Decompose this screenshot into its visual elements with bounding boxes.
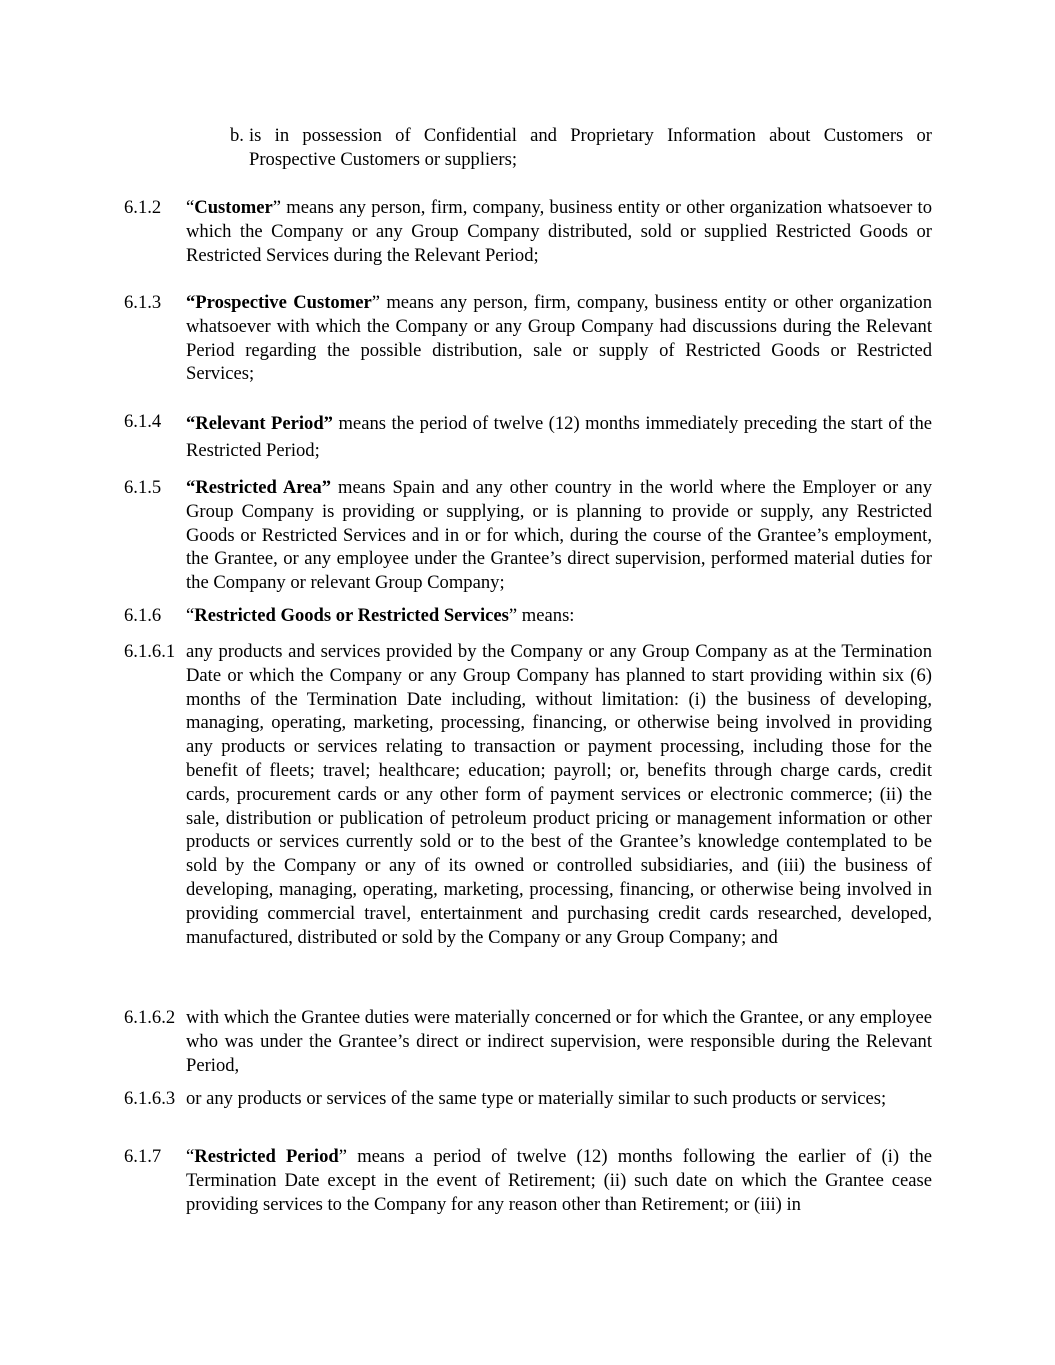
definition-body: means the period of twelve (12) months immediately preceding the start of the Restricted Period; bbox=[186, 413, 933, 461]
defined-term-restricted-period: Restricted Period bbox=[194, 1146, 339, 1167]
clause-text: or any products or services of the same type or materially similar to such products or services; bbox=[186, 1088, 887, 1109]
clause-text bbox=[186, 476, 932, 595]
definition-6-1-5 bbox=[124, 476, 932, 596]
definition-6-1-7 bbox=[124, 1145, 932, 1217]
definition-6-1-2 bbox=[124, 196, 932, 268]
open-quote: “ bbox=[186, 605, 195, 626]
definition-6-1-3 bbox=[124, 291, 932, 387]
close-quote: ” bbox=[338, 1146, 347, 1167]
definition-body: means a period of twelve (12) months following the earlier of (i) the Termination Date except in the event of Retirement; (ii) such date on which the Grantee cease providing services to the Company for any reason other than Retirement; or (iii) in bbox=[186, 1146, 932, 1215]
clause-number: 6.1.7 bbox=[124, 1146, 162, 1167]
clause-text bbox=[186, 196, 932, 267]
definition-body: means any person, firm, company, business entity or other organization whatsoever to which the Company or any Group Company distributed, sold or supplied Restricted Goods or Restricted Services during the Relevant Period; bbox=[186, 197, 932, 266]
defined-term-prospective-customer: “Prospective Customer bbox=[186, 292, 372, 313]
definition-body: means: bbox=[517, 605, 575, 626]
clause-text bbox=[186, 604, 932, 628]
clause-text bbox=[186, 291, 932, 386]
clause-number: 6.1.5 bbox=[124, 477, 162, 498]
subclause-6-1-6-2 bbox=[124, 1006, 932, 1078]
clause-number: 6.1.6.3 bbox=[124, 1088, 176, 1109]
clause-text: any products and services provided by the Company or any Group Company as at the Termination Date or which the Company or any Group Company has planned to start providing within six (6) months of the Termination Date including, without limitation: (i) the business of developing, managing, operating, marketing, processing, financing, or otherwise being involved in providing any products or services relating to transaction or payment processing, including those for the benefit of fleets; travel; healthcare; education; payroll; or, benefits through charge cards, credit cards, procurement cards or any other form of payment services or electronic commerce; (ii) the sale, distribution or publication of petroleum product pricing or management information or other products or services currently sold or to the best of the Grantee’s knowledge contemplated to be sold by the Company or any of its owned or controlled subsidiaries, and (iii) the business of developing, managing, operating, marketing, processing, financing, or otherwise being involved in providing commercial travel, entertainment and purchasing credit cards researched, developed, manufactured, distributed or sold by the Company or any Group Company; and bbox=[186, 641, 932, 948]
clause-number: 6.1.4 bbox=[124, 411, 162, 432]
item-number: b. bbox=[230, 125, 244, 146]
definition-6-1-6 bbox=[124, 604, 932, 628]
item-b-text: is in possession of Confidential and Proprietary Information about Customers or Prospective Customers or suppliers; bbox=[249, 125, 932, 170]
clause-number: 6.1.6 bbox=[124, 605, 162, 626]
definition-body: means Spain and any other country in the world where the Employer or any Group Company is providing or supplying, or is planning to provide or supply, any Restricted Goods or Restricted Services and in or for which, during the course of the Grantee’s employment, the Grantee, or any employee under the Grantee’s direct supervision, performed material duties for the Company or relevant Group Company; bbox=[186, 477, 932, 594]
clause-number: 6.1.2 bbox=[124, 197, 162, 218]
close-quote: ” bbox=[272, 197, 282, 218]
close-quote: ” bbox=[371, 292, 380, 313]
clause-text: with which the Grantee duties were materially concerned or for which the Grantee, or any employee who was under the Grantee’s direct or indirect supervision, were responsible during the Relevant Period, bbox=[186, 1007, 932, 1076]
clause-number: 6.1.6.2 bbox=[124, 1007, 176, 1028]
definition-6-1-4 bbox=[124, 410, 932, 466]
open-quote: “ bbox=[186, 1146, 195, 1167]
defined-term-restricted-goods: Restricted Goods or Restricted Services bbox=[194, 605, 509, 626]
definition-body: means any person, firm, company, business entity or other organization whatsoever with which the Company or any Group Company had discussions during the Relevant Period regarding the possible distribution, sale or supply of Restricted Goods or Restricted Services; bbox=[186, 292, 932, 385]
clause-text bbox=[186, 1145, 932, 1216]
item-text bbox=[199, 124, 932, 172]
clause-number: 6.1.6.1 bbox=[124, 641, 176, 662]
list-item-b bbox=[230, 124, 932, 172]
subclause-6-1-6-3 bbox=[124, 1087, 932, 1135]
defined-term-relevant-period: “Relevant Period” bbox=[186, 413, 333, 434]
clause-text bbox=[186, 410, 932, 464]
clause-number: 6.1.3 bbox=[124, 292, 162, 313]
open-quote: “ bbox=[186, 197, 195, 218]
subclause-6-1-6-1 bbox=[124, 640, 932, 1000]
defined-term-restricted-area: “Restricted Area” bbox=[186, 477, 332, 498]
defined-term-customer: Customer bbox=[194, 197, 273, 218]
close-quote: ” bbox=[508, 605, 518, 626]
